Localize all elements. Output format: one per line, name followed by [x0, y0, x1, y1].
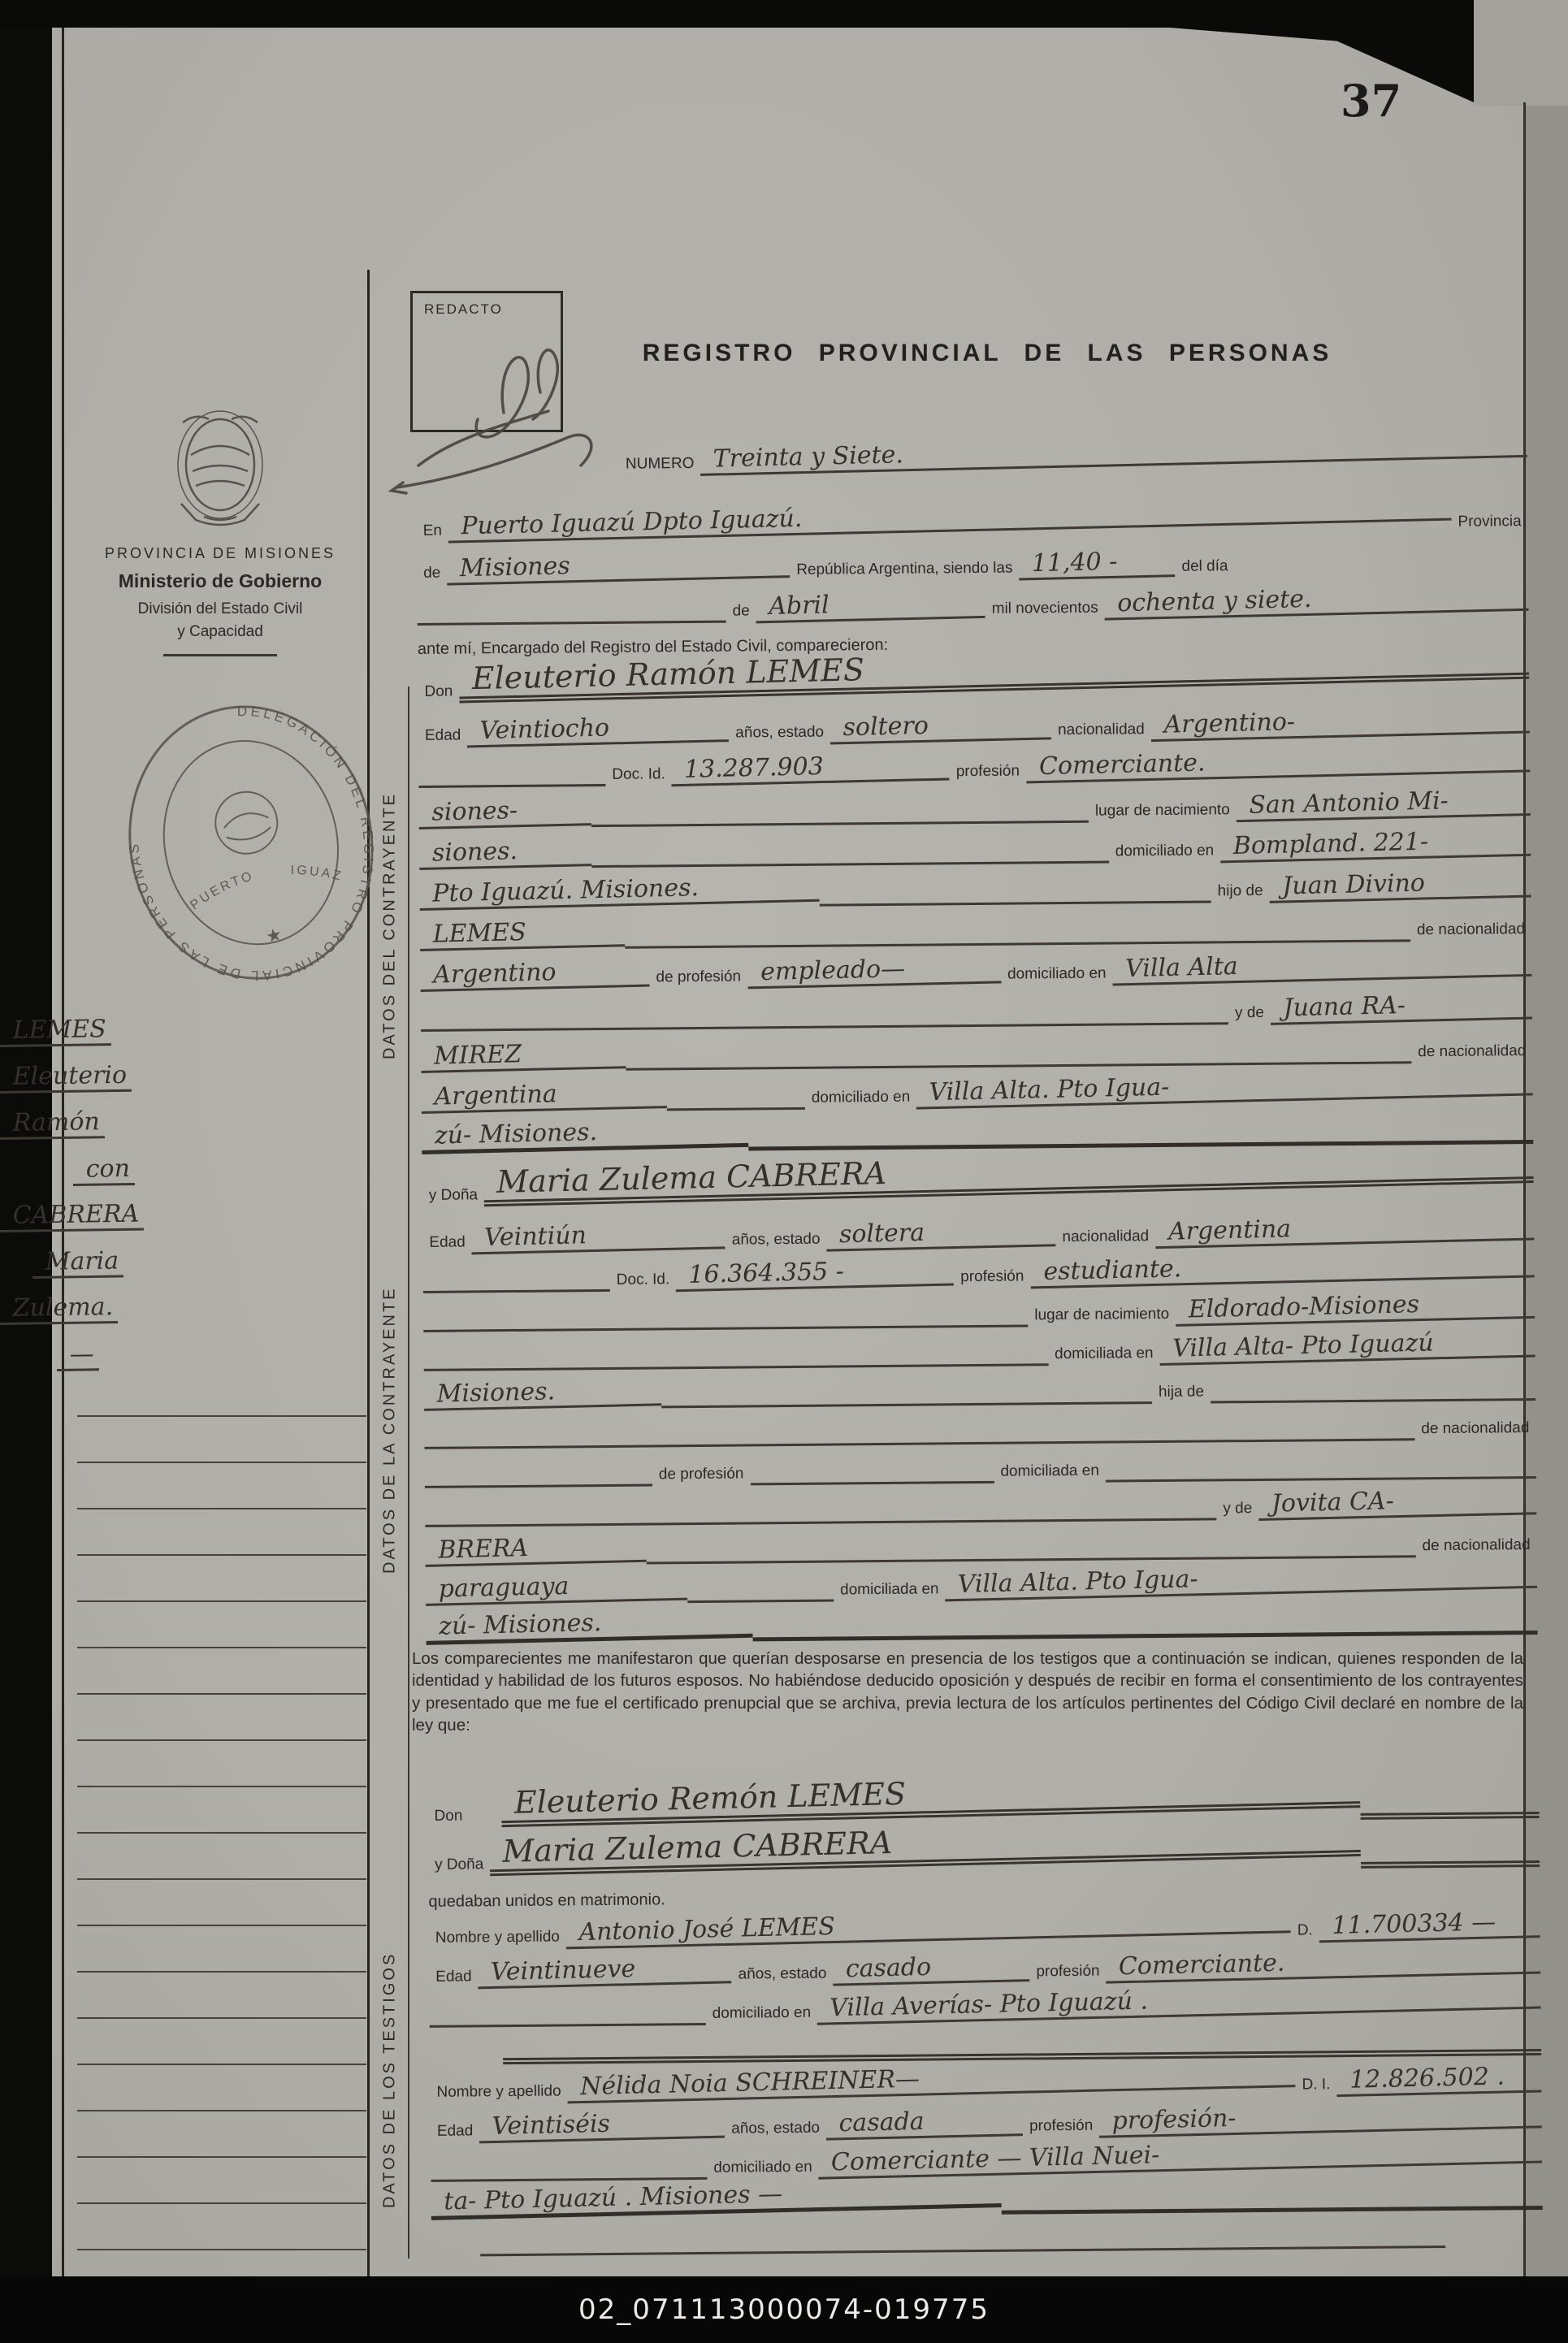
handwritten-value: Misiones — [447, 548, 790, 585]
handwritten-value: LEMES — [0, 1016, 111, 1046]
handwritten-value: Comerciante. — [1025, 743, 1530, 783]
margin-blank-lines — [77, 0, 366, 2343]
redacto-label: REDACTO — [424, 301, 503, 317]
handwritten-value: soltera — [826, 1217, 1056, 1251]
field-label: mil novecientos — [991, 599, 1098, 617]
field-label: D. I. — [1302, 2076, 1331, 2094]
handwritten-value: Comerciante — Villa Nuei- — [818, 2133, 1542, 2179]
handwritten-value: zú- Misiones. — [422, 1115, 749, 1154]
field-label: profesión — [1036, 1962, 1100, 1981]
field-label: de nacionalidad — [1418, 1042, 1527, 1061]
rule-line — [77, 1415, 366, 1417]
handwritten-value: — — [57, 1341, 99, 1371]
field-label: Edad — [429, 1233, 466, 1251]
field-label: y Doña — [428, 1186, 479, 1204]
handwritten-value: con — [73, 1155, 136, 1185]
rule-line — [77, 1832, 366, 1834]
rule-line — [1361, 1812, 1540, 1820]
rule-line — [77, 1647, 366, 1648]
province-name: PROVINCIA DE MISIONES — [104, 545, 336, 561]
field-label: de — [423, 564, 441, 582]
rule-line — [77, 1693, 366, 1695]
field-label: Doc. Id. — [616, 1271, 670, 1288]
book-spine-edge — [0, 0, 52, 2343]
margin-blank-line — [77, 1656, 366, 1695]
rule-line — [77, 2064, 366, 2065]
margin-blank-line — [77, 1980, 366, 2019]
rule-line — [77, 2249, 366, 2250]
field-label: República Argentina, siendo las — [796, 559, 1013, 578]
row-numero — [416, 429, 1527, 478]
field-label: Nombre y apellido — [436, 2082, 561, 2101]
handwritten-value: siones. — [419, 837, 592, 869]
field-label: NUMERO — [625, 454, 695, 473]
field-label: profesión — [955, 762, 1020, 781]
handwritten-value: 16.364.355 - — [676, 1256, 955, 1291]
field-label: nacionalidad — [1062, 1228, 1150, 1246]
spacer — [431, 2256, 480, 2257]
stamp-ring-text: DELEGACIÓN DEL REGISTRO PROVINCIAL DE LAS PERSONAS — [125, 704, 377, 984]
handwritten-value: 11.700334 — — [1319, 1908, 1540, 1942]
field-label: Don — [424, 682, 453, 700]
handwritten-value: casada — [825, 2107, 1023, 2140]
handwritten-value: ochenta y siete. — [1104, 581, 1529, 619]
rule-line — [77, 1739, 366, 1741]
rule-line — [480, 2246, 1445, 2256]
field-label: Nombre y apellido — [435, 1928, 561, 1947]
handwritten-value: 13.287.903 — [671, 751, 950, 786]
rule-line — [77, 2017, 366, 2019]
margin-blank-line — [77, 2072, 366, 2111]
margin-blank-line — [77, 2165, 366, 2204]
handwritten-value: estudiante. — [1030, 1248, 1535, 1288]
handwritten-value: ta- Pto Iguazú . Misiones — — [431, 2176, 1002, 2219]
legal-declaration-paragraph: Los comparecientes me manifestaron que querían desposarse en presencia de los testigos que a continuación se indican, quienes responden de la identidad y habilidad de los futuros esposos. No habiéndose deducido oposición y después de recibir en forma el consentimiento de los contrayentes y presentado que me fue el certificado prenupcial que se archiva, previa lectura de los artículos pertinentes del Código Civil declaré en nombre de la ley que: — [412, 1649, 1523, 1735]
field-label: de — [732, 602, 750, 620]
handwritten-value: paraguaya — [425, 1570, 687, 1605]
field-label: Edad — [436, 2122, 474, 2140]
section-label-la-contrayente: DATOS DE LA CONTRAYENTE — [380, 1286, 399, 1574]
field-label: del día — [1181, 557, 1228, 575]
rule-line — [418, 784, 605, 788]
handwritten-value: Antonio José LEMES — [565, 1903, 1290, 1949]
handwritten-value: Zulema. — [0, 1293, 118, 1324]
handwritten-value: BRERA — [425, 1532, 647, 1566]
field-label: domiciliado en — [1007, 964, 1107, 983]
stamp-star: ★ — [263, 923, 284, 947]
rule-line — [77, 1462, 366, 1463]
handwritten-value: Eldorado-Misiones — [1175, 1288, 1535, 1326]
handwritten-value: Veintiún — [471, 1219, 726, 1254]
page-number: 37 — [1341, 75, 1402, 127]
spacer — [416, 476, 619, 478]
margin-blank-line — [77, 1424, 366, 1463]
field-label: años, estado — [735, 723, 825, 742]
field-label: domiciliado en — [1115, 842, 1215, 860]
svg-text:PUERTO IGUAZÚ: PUERTO IGUAZÚ — [84, 721, 344, 913]
rule-line — [77, 2202, 366, 2204]
handwritten-value: casado — [833, 1952, 1030, 1986]
field-label: Provincia — [1458, 513, 1522, 531]
field-label: lugar de nacimiento — [1034, 1305, 1170, 1324]
handwritten-value: Maria — [32, 1248, 124, 1278]
rule-line — [77, 2110, 366, 2111]
handwritten-value: Argentina — [1155, 1210, 1535, 1248]
margin-blank-line — [77, 1934, 366, 1973]
field-label: de profesión — [658, 1465, 744, 1483]
field-label: años, estado — [731, 2119, 821, 2137]
field-label: profesión — [960, 1267, 1024, 1286]
field-label: Edad — [424, 726, 461, 744]
handwritten-value: Villa Alta — [1112, 946, 1532, 985]
field-label: domiciliado en — [811, 1088, 911, 1107]
handwritten-value: CABRERA — [0, 1201, 144, 1232]
section-label-testigos: DATOS DE LOS TESTIGOS — [380, 1951, 399, 2208]
handwritten-value: Argentino — [420, 957, 650, 991]
rule-line — [77, 1925, 366, 1926]
field-label: de nacionalidad — [1422, 1536, 1531, 1555]
field-label: Edad — [435, 1968, 472, 1986]
field-label: nacionalidad — [1057, 721, 1145, 739]
row-don — [418, 647, 1529, 704]
handwritten-value: siones- — [418, 796, 591, 829]
field-label: Doc. Id. — [612, 765, 665, 783]
field-label: de nacionalidad — [1416, 920, 1526, 939]
field-label: hija de — [1158, 1383, 1205, 1401]
row-lugar — [416, 494, 1527, 543]
handwritten-value: Abril — [756, 588, 985, 622]
ministry-name: Ministerio de Gobierno — [118, 570, 323, 591]
printed-text: ante mí, Encargado del Registro del Estado Civil, comparecieron: — [417, 635, 889, 658]
handwritten-value: LEMES — [419, 917, 625, 951]
handwritten-value: zú- Misiones. — [426, 1606, 753, 1644]
margin-column-rule — [367, 270, 370, 2276]
margin-blank-line — [77, 2026, 366, 2065]
handwritten-value: San Antonio Mi- — [1236, 786, 1531, 821]
handwritten-value: Villa Alta- Pto Iguazú — [1159, 1327, 1536, 1365]
handwritten-value: Comerciante. — [1106, 1944, 1540, 1983]
rule-line — [667, 1107, 805, 1111]
rule-line — [77, 1971, 366, 1973]
handwritten-value: Maria Zulema CABRERA — [489, 1817, 1361, 1876]
handwritten-value: Maria Zulema CABRERA — [483, 1143, 1534, 1206]
handwritten-value: Nélida Noia SCHREINER— — [567, 2058, 1296, 2103]
field-label: domiciliado en — [713, 2158, 812, 2176]
handwritten-value: Eleuterio Remón LEMES — [500, 1768, 1360, 1827]
rule-line — [77, 1600, 366, 1602]
handwritten-value: Veintinueve — [478, 1954, 732, 1989]
field-label: años, estado — [738, 1964, 827, 1983]
rule-line — [77, 1554, 366, 1556]
handwritten-value: profesión- — [1099, 2098, 1542, 2137]
division-line1: División del Estado Civil — [137, 600, 303, 617]
margin-blank-line — [77, 1470, 366, 1509]
form-title: REGISTRO PROVINCIAL DE LAS PERSONAS — [642, 340, 1332, 366]
handwritten-value: Argentina — [421, 1079, 667, 1113]
margin-blank-line — [77, 2119, 366, 2158]
margin-blank-line — [77, 1563, 366, 1602]
field-label: y de — [1234, 1003, 1265, 1022]
margin-blank-line — [77, 1795, 366, 1834]
margin-blank-line — [77, 1378, 366, 1417]
handwritten-value: 11,40 - — [1019, 548, 1176, 580]
handwritten-value: Misiones. — [423, 1376, 661, 1410]
row-don-declara — [427, 1771, 1539, 1828]
field-label: D. — [1297, 1921, 1313, 1939]
margin-blank-line — [77, 2211, 366, 2250]
field-label: Don — [434, 1807, 463, 1825]
field-label: domiciliada en — [840, 1580, 939, 1599]
field-label: y Doña — [434, 1856, 484, 1873]
field-column-rule — [408, 686, 409, 2259]
handwritten-value: Bompland. 221- — [1219, 826, 1531, 862]
handwritten-value: Ramón — [0, 1109, 105, 1139]
scan-footer-bar — [0, 2276, 1568, 2343]
field-label: domiciliada en — [1055, 1345, 1154, 1363]
handwritten-value: Villa Alta. Pto Igua- — [916, 1066, 1533, 1109]
margin-blank-line — [77, 1841, 366, 1880]
field-label: domiciliada en — [1000, 1462, 1099, 1480]
handwritten-value: Villa Alta. Pto Igua- — [945, 1558, 1537, 1600]
row-y-dona — [422, 1150, 1533, 1207]
form-body — [412, 0, 1544, 2343]
field-label: de profesión — [656, 968, 742, 986]
field-label: lugar de nacimiento — [1094, 801, 1230, 820]
handwritten-value: Veintiocho — [467, 712, 730, 747]
rule-line — [753, 1631, 1538, 1641]
margin-blank-line — [77, 1748, 366, 1787]
margin-blank-line — [77, 1702, 366, 1741]
handwritten-value: Eleuterio Ramón LEMES — [458, 639, 1529, 704]
printed-text: quedaban unidos en matrimonio. — [428, 1890, 665, 1911]
handwritten-value: Veintiséis — [479, 2108, 726, 2142]
handwritten-value: Pto Iguazú. Misiones. — [419, 872, 820, 910]
handwritten-value: Jovita CA- — [1258, 1485, 1537, 1520]
rule-line — [77, 1878, 366, 1880]
margin-blank-line — [77, 1887, 366, 1926]
left-margin-rule — [62, 28, 64, 2276]
rule-line — [77, 1508, 366, 1509]
field-label: profesión — [1029, 2116, 1094, 2135]
handwritten-value: MIREZ — [421, 1039, 626, 1072]
field-label: y de — [1223, 1500, 1253, 1518]
section-label-contrayente: DATOS DEL CONTRAYENTE — [380, 792, 399, 1060]
field-label: hijo de — [1217, 881, 1263, 900]
rule-line — [77, 2156, 366, 2158]
division-line2: y Capacidad — [177, 623, 263, 640]
scan-id-caption: 02_071113000074-019775 — [578, 2293, 990, 2326]
handwritten-value: Juan Divino — [1269, 868, 1531, 903]
margin-blank-line — [77, 1609, 366, 1648]
handwritten-value: Juana RA- — [1270, 990, 1532, 1024]
handwritten-value: Treinta y Siete. — [700, 427, 1527, 475]
margin-blank-line — [77, 1517, 366, 1556]
handwritten-value: Eleuterio — [0, 1062, 132, 1093]
field-label: años, estado — [731, 1230, 821, 1249]
field-label: de nacionalidad — [1421, 1419, 1530, 1438]
handwritten-value: 12.826.502 . — [1336, 2063, 1542, 2096]
handwritten-value: Puerto Iguazú Dpto Iguazú. — [448, 491, 1451, 543]
handwritten-value: Argentino- — [1150, 704, 1530, 741]
field-label: En — [422, 522, 443, 539]
handwritten-value: empleado— — [747, 954, 1001, 989]
spacer — [1445, 2247, 1543, 2248]
rule-line — [77, 1786, 366, 1787]
field-label: domiciliado en — [712, 2003, 812, 2022]
handwritten-value: soltero — [829, 710, 1051, 744]
handwritten-value: Villa Averías- Pto Iguazú . — [816, 1979, 1540, 2025]
